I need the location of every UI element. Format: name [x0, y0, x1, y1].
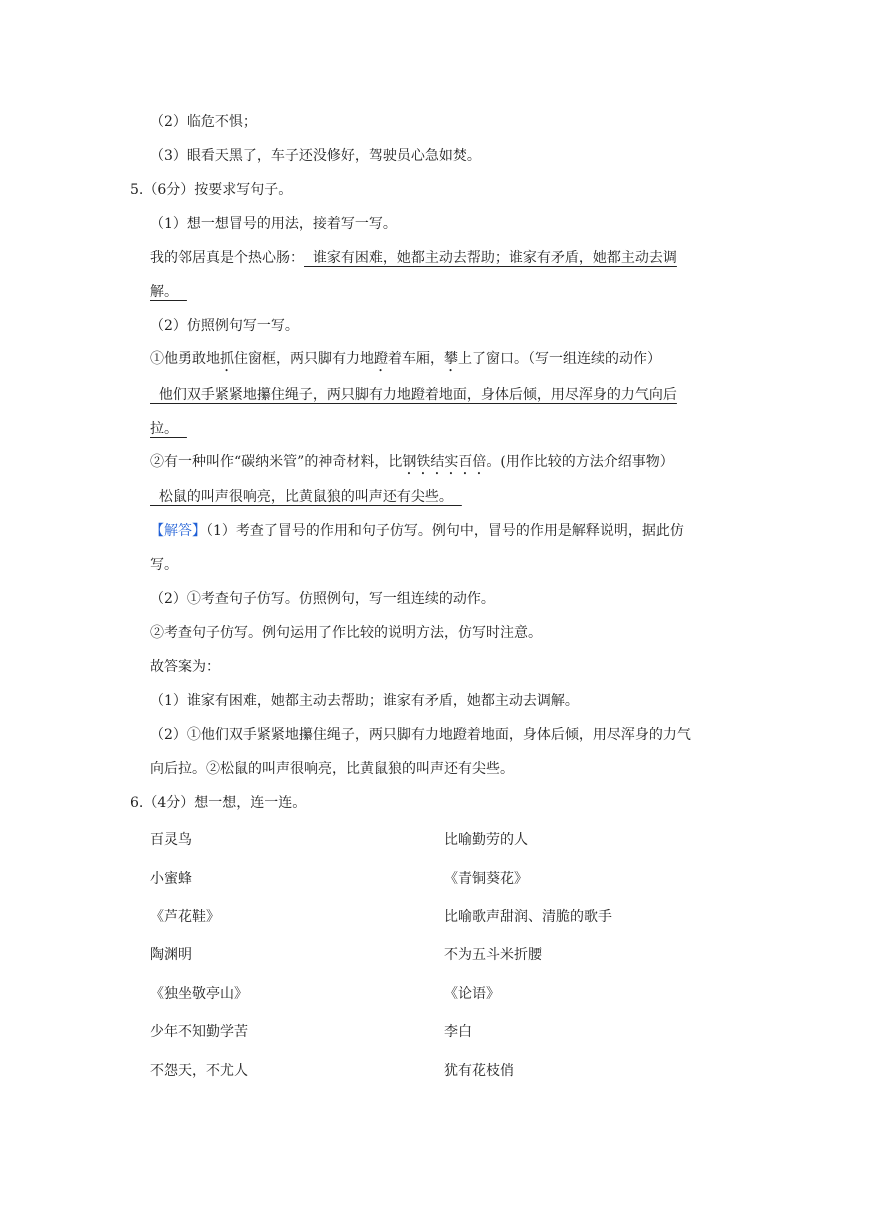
ex1-keyword-climb: 攀 [444, 351, 458, 367]
match-right-item: 犹有花枝俏 [444, 1063, 514, 1079]
ex2-keyword: 钢铁结实百倍 [402, 454, 487, 470]
match-right-item: 不为五斗米折腰 [444, 947, 542, 963]
q5-answer-3-text: 松鼠的叫声很响亮，比黄鼠狼的叫声还有尖些。 [150, 489, 462, 505]
q5-part1-instruction: （1）想一想冒号的用法，接着写一写。 [150, 216, 397, 232]
q5-part1-answer: 谁家有困难，她都主动去帮助；谁家有矛盾，她都主动去调 [304, 250, 677, 266]
solution-tag: 【解答】 [150, 523, 206, 539]
q5-part2-instruction: （2）仿照例句写一写。 [150, 318, 299, 334]
match-left-item: 《独坐敬亭山》 [150, 986, 248, 1002]
solution-line-1-cont: 写。 [150, 557, 178, 573]
solution-line-3: ②考查句子仿写。例句运用了作比较的说明方法，仿写时注意。 [150, 625, 542, 641]
ex1-text-c: 着车厢， [388, 351, 444, 367]
solution-line-4: 故答案为： [150, 659, 220, 675]
match-right-item: 《论语》 [444, 986, 500, 1002]
match-right-item: 比喻勤劳的人 [444, 832, 528, 848]
match-right-item: 比喻歌声甜润、清脆的歌手 [444, 909, 612, 925]
match-left-item: 小蜜蜂 [150, 871, 192, 887]
solution-line-2: （2）①考查句子仿写。仿照例句，写一组连续的动作。 [150, 591, 495, 607]
question-5-title: 5.（6分）按要求写句子。 [130, 182, 293, 198]
solution-text-1: （1）考查了冒号的作用和句子仿写。例句中，冒号的作用是解释说明，据此仿 [206, 523, 684, 539]
ex1-keyword-step: 蹬 [374, 351, 388, 367]
ex1-text-a: ①他勇敢地 [150, 351, 220, 367]
q5-example-2 [150, 452, 674, 472]
q5-part1-answer-cont [150, 282, 187, 302]
q5-answer-3 [150, 487, 462, 507]
q5-part1-line [150, 248, 677, 268]
solution-line-1 [150, 521, 684, 541]
q5-part1-prefix: 我的邻居真是个热心肠： [150, 250, 304, 266]
ex2-text-a: ②有一种叫作“碳纳米管”的神奇材料，比 [150, 454, 403, 470]
ex1-text-b: 住窗框，两只脚有力地 [234, 351, 374, 367]
prev-item-2: （2）临危不惧； [150, 114, 257, 130]
match-left-item: 《芦花鞋》 [150, 909, 220, 925]
ex1-text-d: 上了窗口。（写一组连续的动作） [458, 351, 661, 367]
match-left-item: 不怨天，不尤人 [150, 1063, 248, 1079]
q5-answer-2 [150, 385, 677, 405]
q5-answer-2-text: 他们双手紧紧地攥住绳子，两只脚有力地蹬着地面，身体后倾，用尽浑身的力气向后 [150, 387, 677, 403]
solution-line-6-cont: 向后拉。②松鼠的叫声很响亮，比黄鼠狼的叫声还有尖些。 [150, 761, 514, 777]
q5-part1-answer-end: 解。 [150, 284, 187, 300]
match-left-item: 陶渊明 [150, 947, 192, 963]
match-right-item: 李白 [444, 1024, 472, 1040]
match-right-item: 《青铜葵花》 [444, 871, 528, 887]
match-left-item: 百灵鸟 [150, 832, 192, 848]
solution-line-5: （1）谁家有困难，她都主动去帮助；谁家有矛盾，她都主动去调解。 [150, 693, 579, 709]
q5-answer-2-end: 拉。 [150, 421, 187, 437]
q5-example-1 [150, 349, 661, 369]
prev-item-3: （3）眼看天黑了，车子还没修好，驾驶员心急如焚。 [150, 148, 481, 164]
solution-line-6: （2）①他们双手紧紧地攥住绳子，两只脚有力地蹬着地面，身体后倾，用尽浑身的力气 [150, 727, 691, 743]
question-6-title: 6.（4分）想一想，连一连。 [130, 795, 307, 811]
ex2-text-b: 。(用作比较的方法介绍事物） [486, 454, 674, 470]
ex1-keyword-grab: 抓 [220, 351, 234, 367]
match-left-item: 少年不知勤学苦 [150, 1024, 248, 1040]
q5-answer-2-cont [150, 419, 187, 439]
